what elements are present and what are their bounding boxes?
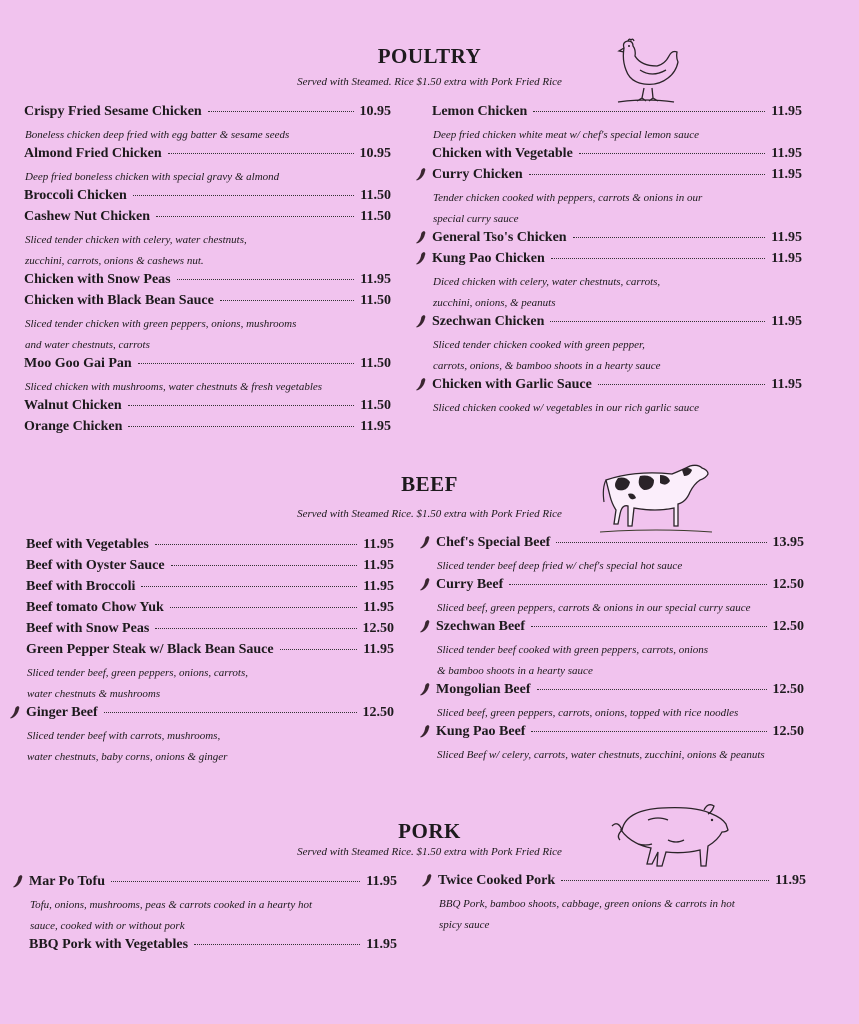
dot-leader	[551, 258, 765, 259]
menu-item	[24, 356, 391, 377]
menu-item-name: Twice Cooked Pork	[438, 873, 556, 888]
menu-item-name: Chicken with Vegetable	[432, 146, 573, 161]
menu-item	[26, 705, 394, 726]
cow-icon	[598, 458, 716, 538]
dot-leader	[531, 731, 766, 732]
menu-item-price: 11.95	[363, 600, 394, 615]
menu-item-name: Mar Po Tofu	[29, 874, 105, 889]
menu-item	[432, 146, 802, 167]
menu-item	[436, 535, 804, 556]
menu-item-name: Broccoli Chicken	[24, 188, 127, 203]
dot-leader	[104, 712, 357, 713]
menu-item-price: 11.95	[771, 377, 802, 392]
menu-item-description: Deep fried chicken white meat w/ chef's special lemon sauce	[433, 129, 699, 141]
dot-leader	[509, 584, 766, 585]
menu-item	[432, 377, 802, 398]
menu-item-price: 11.95	[363, 579, 394, 594]
menu-item-description: spicy sauce	[439, 919, 490, 931]
dot-leader	[579, 153, 765, 154]
menu-item-price: 10.95	[359, 146, 391, 161]
menu-item-description: water chestnuts, baby corns, onions & ginger	[27, 751, 228, 763]
menu-item	[24, 419, 391, 440]
menu-item-description: Sliced tender chicken with green peppers, onions, mushrooms	[25, 318, 297, 330]
menu-item	[432, 251, 802, 272]
dot-leader	[533, 111, 765, 112]
poultry-right-column	[432, 104, 802, 419]
chili-pepper-icon	[415, 167, 427, 181]
menu-item	[26, 537, 394, 558]
menu-item-description: sauce, cooked with or without pork	[30, 920, 185, 932]
menu-item-price: 11.95	[771, 230, 802, 245]
dot-leader	[155, 544, 357, 545]
menu-item-description: Tofu, onions, mushrooms, peas & carrots cooked in a hearty hot	[30, 899, 313, 911]
menu-item-description: Sliced tender beef with carrots, mushrooms,	[27, 730, 221, 742]
menu-item-price: 11.95	[771, 146, 802, 161]
menu-item-name: Moo Goo Gai Pan	[24, 356, 132, 371]
dot-leader	[156, 216, 354, 217]
dot-leader	[280, 649, 358, 650]
menu-item-price: 11.95	[360, 419, 391, 434]
menu-item-price: 11.95	[771, 314, 802, 329]
menu-item	[29, 937, 397, 958]
chili-pepper-icon	[419, 619, 431, 633]
menu-item-description: special curry sauce	[433, 213, 519, 225]
menu-item-description: Sliced tender chicken cooked with green pepper,	[433, 339, 645, 351]
menu-item-name: Beef with Broccoli	[26, 579, 136, 594]
menu-item	[26, 558, 394, 579]
menu-item-name: Chicken with Snow Peas	[24, 272, 171, 287]
poultry-title: POULTRY	[377, 44, 482, 68]
dot-leader	[138, 363, 355, 364]
menu-item-name: Beef tomato Chow Yuk	[26, 600, 164, 615]
menu-item-description: Sliced tender chicken with celery, water chestnuts,	[25, 234, 247, 246]
menu-item-description: Sliced beef, green peppers, carrots & onions in our special curry sauce	[437, 602, 751, 614]
menu-item-description: Sliced Beef w/ celery, carrots, water chestnuts, zucchini, onions & peanuts	[437, 749, 765, 761]
poultry-subtitle: Served with Steamed. Rice $1.50 extra with Pork Fried Rice	[297, 76, 562, 88]
dot-leader	[550, 321, 765, 322]
dot-leader	[128, 405, 355, 406]
menu-item-description: Deep fried boneless chicken with special gravy & almond	[25, 171, 280, 183]
chili-pepper-icon	[415, 230, 427, 244]
menu-item-name: General Tso's Chicken	[432, 230, 567, 245]
dot-leader	[556, 542, 766, 543]
menu-item	[438, 873, 806, 894]
menu-item-price: 11.95	[363, 642, 394, 657]
menu-item-name: Chicken with Garlic Sauce	[432, 377, 592, 392]
menu-item-name: Ginger Beef	[26, 705, 98, 720]
menu-item	[24, 209, 391, 230]
dot-leader	[529, 174, 766, 175]
menu-item-name: Szechwan Beef	[436, 619, 526, 634]
menu-item-name: Chicken with Black Bean Sauce	[24, 293, 214, 308]
menu-item-price: 10.95	[359, 104, 391, 119]
menu-item-description: Sliced chicken cooked w/ vegetables in our rich garlic sauce	[433, 402, 700, 414]
menu-item	[26, 579, 394, 600]
menu-item	[432, 167, 802, 188]
dot-leader	[537, 689, 767, 690]
menu-item-price: 12.50	[772, 724, 804, 739]
menu-item-name: Chef's Special Beef	[436, 535, 551, 550]
menu-item	[24, 104, 391, 125]
pork-right-column	[438, 873, 806, 936]
menu-item-name: Lemon Chicken	[432, 104, 528, 119]
menu-item-price: 11.95	[366, 874, 397, 889]
menu-item-price: 11.50	[360, 398, 391, 413]
menu-item	[436, 619, 804, 640]
menu-item-price: 11.95	[775, 873, 806, 888]
menu-item	[26, 621, 394, 642]
beef-right-column	[436, 535, 804, 766]
beef-subtitle: Served with Steamed Rice. $1.50 extra with Pork Fried Rice	[297, 508, 562, 520]
menu-item	[436, 682, 804, 703]
beef-left-column	[26, 537, 394, 768]
menu-item-price: 11.95	[363, 558, 394, 573]
menu-item	[436, 724, 804, 745]
dot-leader	[220, 300, 354, 301]
menu-item-name: Walnut Chicken	[24, 398, 122, 413]
menu-item-name: Beef with Snow Peas	[26, 621, 150, 636]
menu-item-description: Tender chicken cooked with peppers, carrots & onions in our	[433, 192, 703, 204]
menu-item-description: Diced chicken with celery, water chestnuts, carrots,	[433, 276, 661, 288]
menu-item-name: Almond Fried Chicken	[24, 146, 162, 161]
chili-pepper-icon	[12, 874, 24, 888]
chili-pepper-icon	[419, 724, 431, 738]
menu-item-name: Curry Chicken	[432, 167, 523, 182]
pork-title: PORK	[398, 819, 461, 843]
menu-item-name: BBQ Pork with Vegetables	[29, 937, 189, 952]
menu-item-price: 12.50	[772, 577, 804, 592]
chicken-icon	[610, 38, 682, 106]
dot-leader	[177, 279, 355, 280]
menu-item-description: & bamboo shoots in a hearty sauce	[437, 665, 593, 677]
chili-pepper-icon	[419, 577, 431, 591]
menu-item-price: 12.50	[362, 621, 394, 636]
menu-item	[24, 188, 391, 209]
menu-item-price: 13.95	[772, 535, 804, 550]
menu-item-price: 11.50	[360, 293, 391, 308]
menu-item	[436, 577, 804, 598]
menu-item-price: 11.50	[360, 209, 391, 224]
menu-item-price: 11.95	[771, 104, 802, 119]
menu-item-price: 12.50	[772, 682, 804, 697]
menu-item-description: zucchini, carrots, onions & cashews nut.	[25, 255, 204, 267]
menu-item-description: BBQ Pork, bamboo shoots, cabbage, green onions & carrots in hot	[439, 898, 735, 910]
menu-item-description: Sliced beef, green peppers, carrots, onions, topped with rice noodles	[437, 707, 739, 719]
menu-item-price: 11.95	[363, 537, 394, 552]
menu-item-price: 12.50	[772, 619, 804, 634]
menu-item-name: Orange Chicken	[24, 419, 123, 434]
dot-leader	[208, 111, 354, 112]
menu-item-name: Green Pepper Steak w/ Black Bean Sauce	[26, 642, 274, 657]
menu-item-description: zucchini, onions, & peanuts	[433, 297, 556, 309]
menu-item	[432, 104, 802, 125]
dot-leader	[168, 153, 354, 154]
menu-item-description: and water chestnuts, carrots	[25, 339, 150, 351]
menu-item-description: carrots, onions, & bamboo shoots in a hearty sauce	[433, 360, 661, 372]
dot-leader	[573, 237, 766, 238]
menu-item-name: Kung Pao Chicken	[432, 251, 545, 266]
chili-pepper-icon	[415, 377, 427, 391]
menu-item	[24, 293, 391, 314]
menu-item-price: 11.95	[366, 937, 397, 952]
pork-subtitle: Served with Steamed Rice. $1.50 extra with Pork Fried Rice	[297, 846, 562, 858]
dot-leader	[111, 881, 360, 882]
menu-item-name: Beef with Oyster Sauce	[26, 558, 165, 573]
dot-leader	[561, 880, 769, 881]
poultry-left-column	[24, 104, 391, 440]
beef-title: BEEF	[401, 472, 458, 496]
menu-item-name: Mongolian Beef	[436, 682, 531, 697]
chili-pepper-icon	[421, 873, 433, 887]
menu-item-name: Crispy Fried Sesame Chicken	[24, 104, 202, 119]
chili-pepper-icon	[9, 705, 21, 719]
chili-pepper-icon	[419, 682, 431, 696]
menu-item-description: Sliced tender beef cooked with green peppers, carrots, onions	[437, 644, 709, 656]
menu-item-price: 12.50	[362, 705, 394, 720]
dot-leader	[598, 384, 765, 385]
menu-item-description: Boneless chicken deep fried with egg batter & sesame seeds	[25, 129, 290, 141]
menu-item	[432, 230, 802, 251]
menu-item-name: Curry Beef	[436, 577, 504, 592]
dot-leader	[155, 628, 356, 629]
menu-item	[29, 874, 397, 895]
menu-item-name: Szechwan Chicken	[432, 314, 545, 329]
menu-item-description: Sliced tender beef, green peppers, onions, carrots,	[27, 667, 248, 679]
chili-pepper-icon	[419, 535, 431, 549]
pig-icon	[608, 800, 732, 876]
menu-item	[24, 146, 391, 167]
menu-item	[24, 398, 391, 419]
menu-item	[432, 314, 802, 335]
chili-pepper-icon	[415, 251, 427, 265]
menu-item-price: 11.95	[771, 251, 802, 266]
dot-leader	[133, 195, 354, 196]
menu-item-description: Sliced chicken with mushrooms, water chestnuts & fresh vegetables	[25, 381, 323, 393]
menu-item-description: water chestnuts & mushrooms	[27, 688, 161, 700]
menu-item-name: Beef with Vegetables	[26, 537, 149, 552]
dot-leader	[171, 565, 358, 566]
pork-left-column	[29, 874, 397, 958]
dot-leader	[170, 607, 357, 608]
chili-pepper-icon	[415, 314, 427, 328]
menu-item-price: 11.50	[360, 356, 391, 371]
menu-item-price: 11.95	[360, 272, 391, 287]
dot-leader	[531, 626, 766, 627]
menu-item	[26, 600, 394, 621]
menu-item-price: 11.95	[771, 167, 802, 182]
dot-leader	[128, 426, 354, 427]
dot-leader	[194, 944, 360, 945]
menu-item	[24, 272, 391, 293]
menu-item-description: Sliced tender beef deep fried w/ chef's special hot sauce	[437, 560, 683, 572]
menu-item-name: Cashew Nut Chicken	[24, 209, 151, 224]
menu-item	[26, 642, 394, 663]
menu-item-name: Kung Pao Beef	[436, 724, 526, 739]
dot-leader	[141, 586, 357, 587]
menu-item-price: 11.50	[360, 188, 391, 203]
